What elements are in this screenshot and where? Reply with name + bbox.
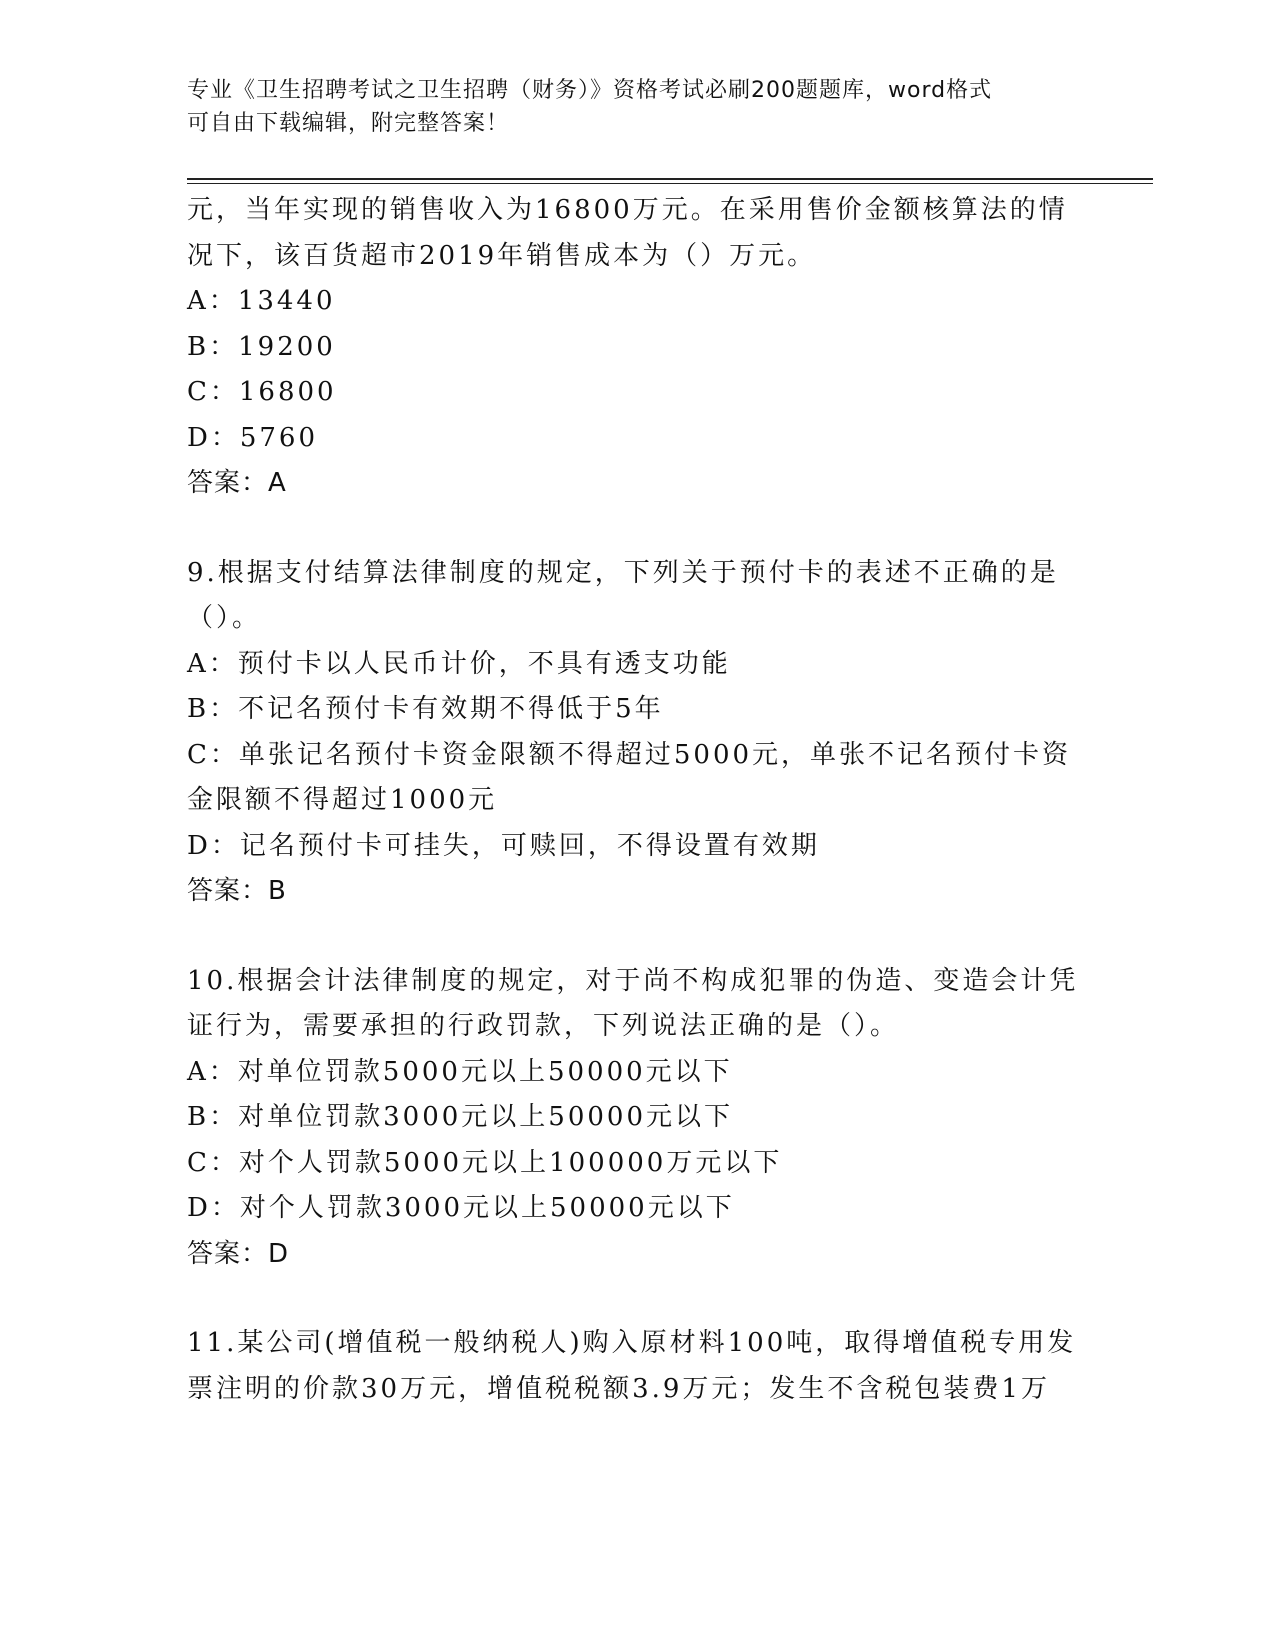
- header-line-2: 可自由下载编辑，附完整答案！: [187, 111, 510, 136]
- header-line-1: 专业《卫生招聘考试之卫生招聘（财务）》资格考试必刷200题题库，word格式: [187, 78, 993, 103]
- question-8-stem-line-1: 元，当年实现的销售收入为16800万元。在采用售价金额核算法的情: [187, 195, 1068, 225]
- document-header: [187, 74, 1087, 140]
- question-8-option-c: C：16800: [187, 377, 337, 407]
- question-10-stem-line-2: 证行为，需要承担的行政罚款，下列说法正确的是（）。: [187, 1011, 900, 1041]
- header-divider-thick: [187, 178, 1153, 180]
- question-8-stem-line-2: 况下，该百货超市2019年销售成本为（）万元。: [187, 240, 817, 271]
- document-body: [187, 188, 1087, 1412]
- question-9-stem-line-2: （）。: [187, 603, 262, 633]
- question-11: [187, 1321, 1087, 1412]
- question-9-option-d: D：记名预付卡可挂失，可赎回，不得设置有效期: [187, 830, 820, 861]
- question-9-option-c-line-1: C：单张记名预付卡资金限额不得超过5000元，单张不记名预付卡资: [187, 739, 1072, 770]
- question-10-stem-line-1: 10.根据会计法律制度的规定，对于尚不构成犯罪的伪造、变造会计凭: [187, 965, 1079, 996]
- question-10-option-d: D：对个人罚款3000元以上50000元以下: [187, 1193, 735, 1223]
- question-9: [187, 551, 1087, 915]
- header-divider-thin: [187, 183, 1153, 184]
- question-10: [187, 959, 1087, 1278]
- question-9-stem-line-1: 9.根据支付结算法律制度的规定，下列关于预付卡的表述不正确的是: [187, 557, 1059, 588]
- question-10-option-a: A：对单位罚款5000元以上50000元以下: [187, 1056, 733, 1087]
- question-8-option-b: B：19200: [187, 331, 336, 362]
- question-9-answer: 答案：B: [187, 876, 287, 906]
- question-11-stem-line-2: 票注明的价款30万元，增值税税额3.9万元；发生不含税包装费1万: [187, 1373, 1050, 1404]
- question-8: [187, 188, 1087, 507]
- spacer: [187, 507, 1087, 551]
- question-10-answer: 答案：D: [187, 1238, 290, 1269]
- question-11-stem-line-1: 11.某公司(增值税一般纳税人)购入原材料100吨，取得增值税专用发: [187, 1328, 1077, 1358]
- question-10-option-c: C：对个人罚款5000元以上100000万元以下: [187, 1147, 783, 1178]
- question-8-answer: 答案：A: [187, 468, 287, 498]
- question-10-option-b: B：对单位罚款3000元以上50000元以下: [187, 1102, 733, 1132]
- question-9-option-c-line-2: 金限额不得超过1000元: [187, 785, 498, 815]
- spacer: [187, 915, 1087, 959]
- question-8-option-a: A：13440: [187, 286, 336, 316]
- spacer: [187, 1277, 1087, 1321]
- question-9-option-a: A：预付卡以人民币计价，不具有透支功能: [187, 648, 731, 679]
- question-9-option-b: B：不记名预付卡有效期不得低于5年: [187, 694, 664, 724]
- question-8-option-d: D：5760: [187, 422, 319, 453]
